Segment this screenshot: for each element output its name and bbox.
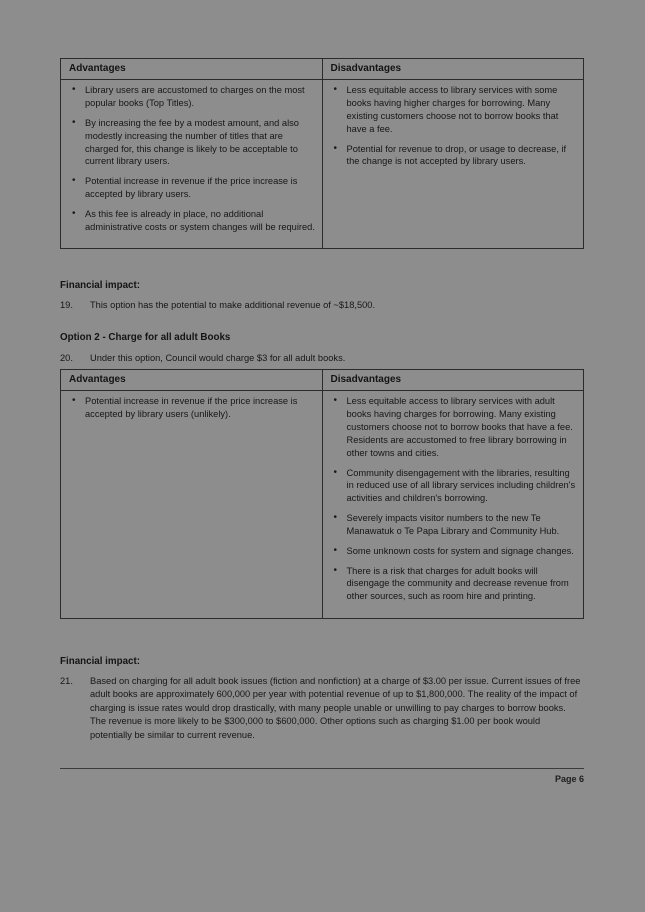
list-item: • Less equitable access to library services with some books having higher charges for borrowing. Many existing customers choose not to borrow books that have a fee. [329,84,578,135]
option2-heading: Option 2 - Charge for all adult Books [60,331,231,343]
disadvantages-cell [322,391,584,619]
document-body [60,58,584,786]
table-header-row [61,370,584,391]
advantages-disadvantages-table-option2 [60,369,584,619]
list-item: • By increasing the fee by a modest amount, and also modestly increasing the number of titles that are charged for, this change is likely to be acceptable to current library users. [67,117,316,168]
advantages-list [67,84,316,233]
table-row [61,80,584,249]
column-header-disadvantages: Disadvantages [322,59,584,80]
footer-divider [60,768,584,786]
paragraph-21 [60,675,584,742]
column-header-advantages: Advantages [61,59,323,80]
paragraph-19 [60,299,584,312]
paragraph-number: 21. [60,675,73,686]
table-header-row [61,59,584,80]
paragraph-20 [60,352,584,365]
column-header-disadvantages: Disadvantages [322,370,584,391]
advantages-cell [61,80,323,249]
page-number: Page 6 [554,774,584,785]
paragraph-number: 19. [60,300,73,311]
paragraph-number: 20. [60,352,73,363]
advantages-cell [61,391,323,619]
list-item: • Library users are accustomed to charges on the most popular books (Top Titles). [67,84,316,110]
column-header-advantages: Advantages [61,370,323,391]
list-item: • There is a risk that charges for adult books will disengage the community and decrease revenue from other sources, such as room hire and printing. [329,565,578,603]
spacer [60,623,584,639]
paragraph-text: Based on charging for all adult book issues (fiction and nonfiction) at a charge of $3.00 per issue. Current issues of free adult books are approximately 600,000 per year with potential revenue of up to $1,800,000. The reality of the impact of charging is issue rates would drop drastically, with many people unable or unwilling to pay charges to borrow books. The revenue is more likely to be $300,000 to $600,000. Other options such as charging $1.00 per book would potentially be similar to current revenue. [90,675,581,740]
list-item: • Community disengagement with the libraries, resulting in reduced use of all library services including children's activities and children's borrowing. [329,467,578,505]
spacer [60,253,584,263]
disadvantages-list [329,84,578,168]
paragraph-text: Under this option, Council would charge $3 for all adult books. [90,352,346,363]
list-item: • Potential increase in revenue if the price increase is accepted by library users (unlikely). [67,395,316,421]
disadvantages-list [329,395,578,603]
list-item: • Some unknown costs for system and signage changes. [329,545,578,558]
financial-impact-heading-2: Financial impact: [60,656,141,667]
list-item: • Severely impacts visitor numbers to the new Te Manawatuk o Te Papa Library and Community Hub. [329,512,578,538]
advantages-disadvantages-table-option1 [60,58,584,249]
list-item: • Less equitable access to library services with adult books having charges for borrowing. Many existing customers choose not to borrow books that have a fee. Residents are accustomed to free library borrowing in other towns and cities. [329,395,578,459]
paragraph-text: This option has the potential to make additional revenue of ~$18,500. [90,300,376,311]
list-item: • As this fee is already in place, no additional administrative costs or system changes will be required. [67,208,316,234]
financial-impact-heading-1: Financial impact: [60,280,141,292]
disadvantages-cell [322,80,584,249]
advantages-list [67,395,316,421]
list-item: • Potential for revenue to drop, or usage to decrease, if the change is not accepted by library users. [329,143,578,169]
table-row [61,391,584,619]
document-page [38,18,606,894]
list-item: • Potential increase in revenue if the price increase is accepted by library users. [67,175,316,201]
